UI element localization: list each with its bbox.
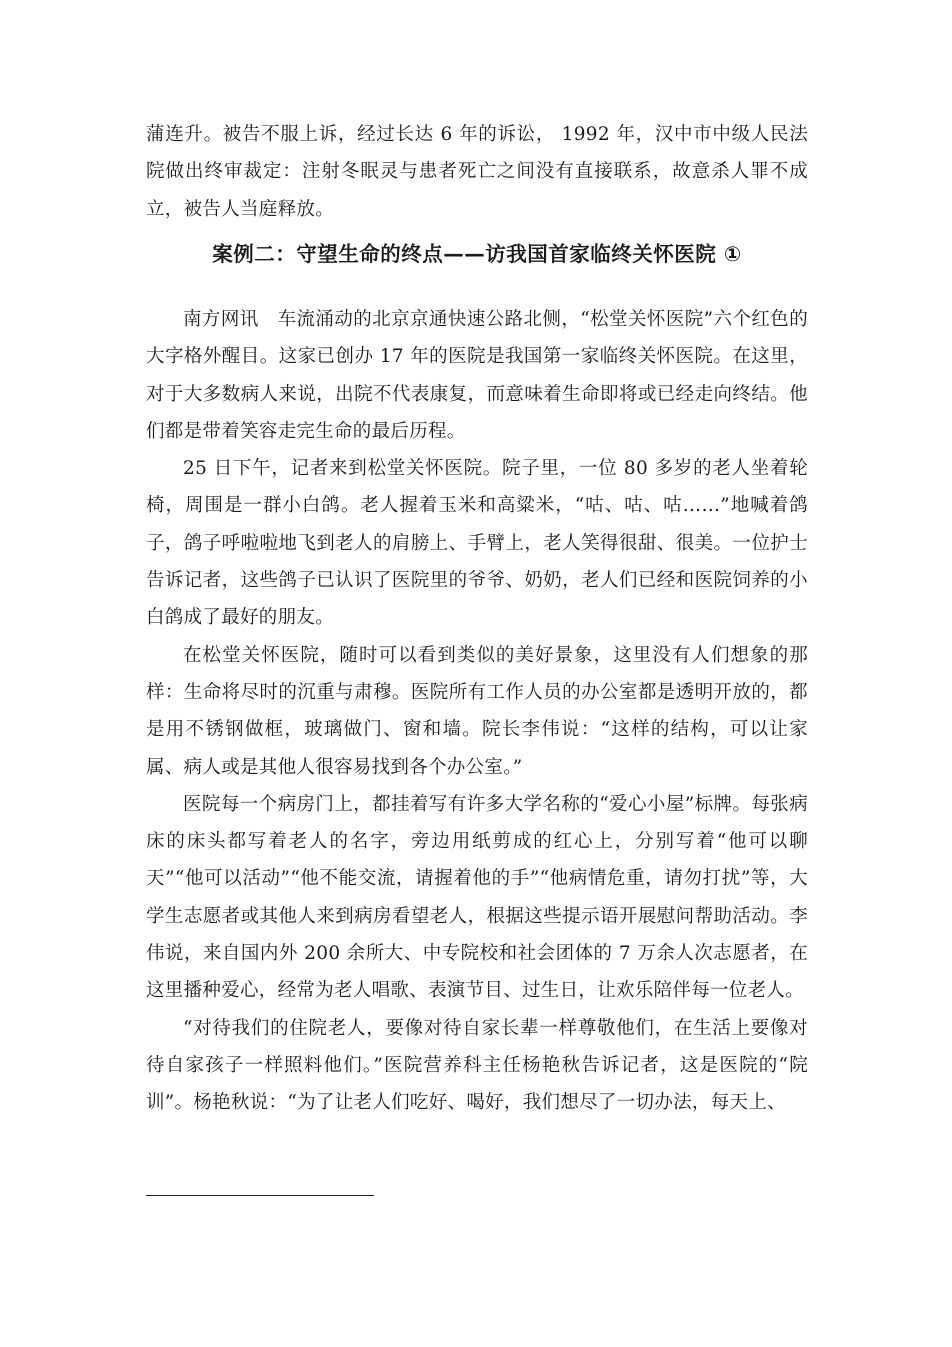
paragraph-1: 南方网讯 车流涌动的北京京通快速公路北侧，“松堂关怀医院”六个红色的大字格外醒目。这家已创办 17 年的医院是我国第一家临终关怀医院。在这里，对于大多数病人来说，出院不代表康复，而意味着生命即将或已经走向终结。他们都是带着笑容走完生命的最后历程。: [146, 309, 808, 442]
paragraph-3: 在松堂关怀医院，随时可以看到类似的美好景象，这里没有人们想象的那样：生命将尽时的沉重与肃穆。医院所有工作人员的办公室都是透明开放的，都是用不锈钢做框，玻璃做门、窗和墙。院长李伟说：“这样的结构，可以让家属、病人或是其他人很容易找到各个办公室。”: [146, 644, 808, 778]
paragraph-4: 医院每一个病房门上，都挂着写有许多大学名称的“爱心小屋”标牌。每张病床的床头都写着老人的名字，旁边用纸剪成的红心上，分别写着“他可以聊天”“他可以活动”“他不能交流，请握着他的手”“他病情危重，请勿打扰”等，大学生志愿者或其他人来到病房看望老人，根据这些提示语开展慰问帮助活动。李伟说，来自国内外 200 余所大、中专院校和社会团体的 7 万余人次志愿者，在这里播种爱心，经常为老人唱歌、表演节目、过生日，让欢乐陪伴每一位老人。: [146, 793, 808, 1002]
paragraph-2: 25 日下午，记者来到松堂关怀医院。院子里，一位 80 多岁的老人坐着轮椅，周围是一群小白鸽。老人握着玉米和高粱米，“咕、咕、咕……”地喊着鸽子，鸽子呼啦啦地飞到老人的肩膀上、手臂上，老人笑得很甜、很美。一位护士告诉记者，这些鸽子已认识了医院里的爷爷、奶奶，老人们已经和医院饲养的小白鸽成了最好的朋友。: [146, 458, 808, 629]
article-body: [146, 301, 808, 1122]
paragraph-5: “对待我们的住院老人，要像对待自家长辈一样尊敬他们，在生活上要像对待自家孩子一样照料他们。”医院营养科主任杨艳秋告诉记者，这是医院的“院训”。杨艳秋说：“为了让老人们吃好、喝好，我们想尽了一切办法，每天上、: [146, 1017, 808, 1114]
intro-paragraph: 蒲连升。被告不服上诉，经过长达 6 年的诉讼， 1992 年，汉中市中级人民法院做出终审裁定：注射冬眠灵与患者死亡之间没有直接联系，故意杀人罪不成立，被告人当庭释放。: [146, 124, 808, 220]
footnote-separator: [146, 1195, 374, 1196]
intro-paragraph-block: [146, 116, 808, 228]
case-heading: 案例二：守望生命的终点——访我国首家临终关怀医院 ①: [212, 242, 742, 266]
